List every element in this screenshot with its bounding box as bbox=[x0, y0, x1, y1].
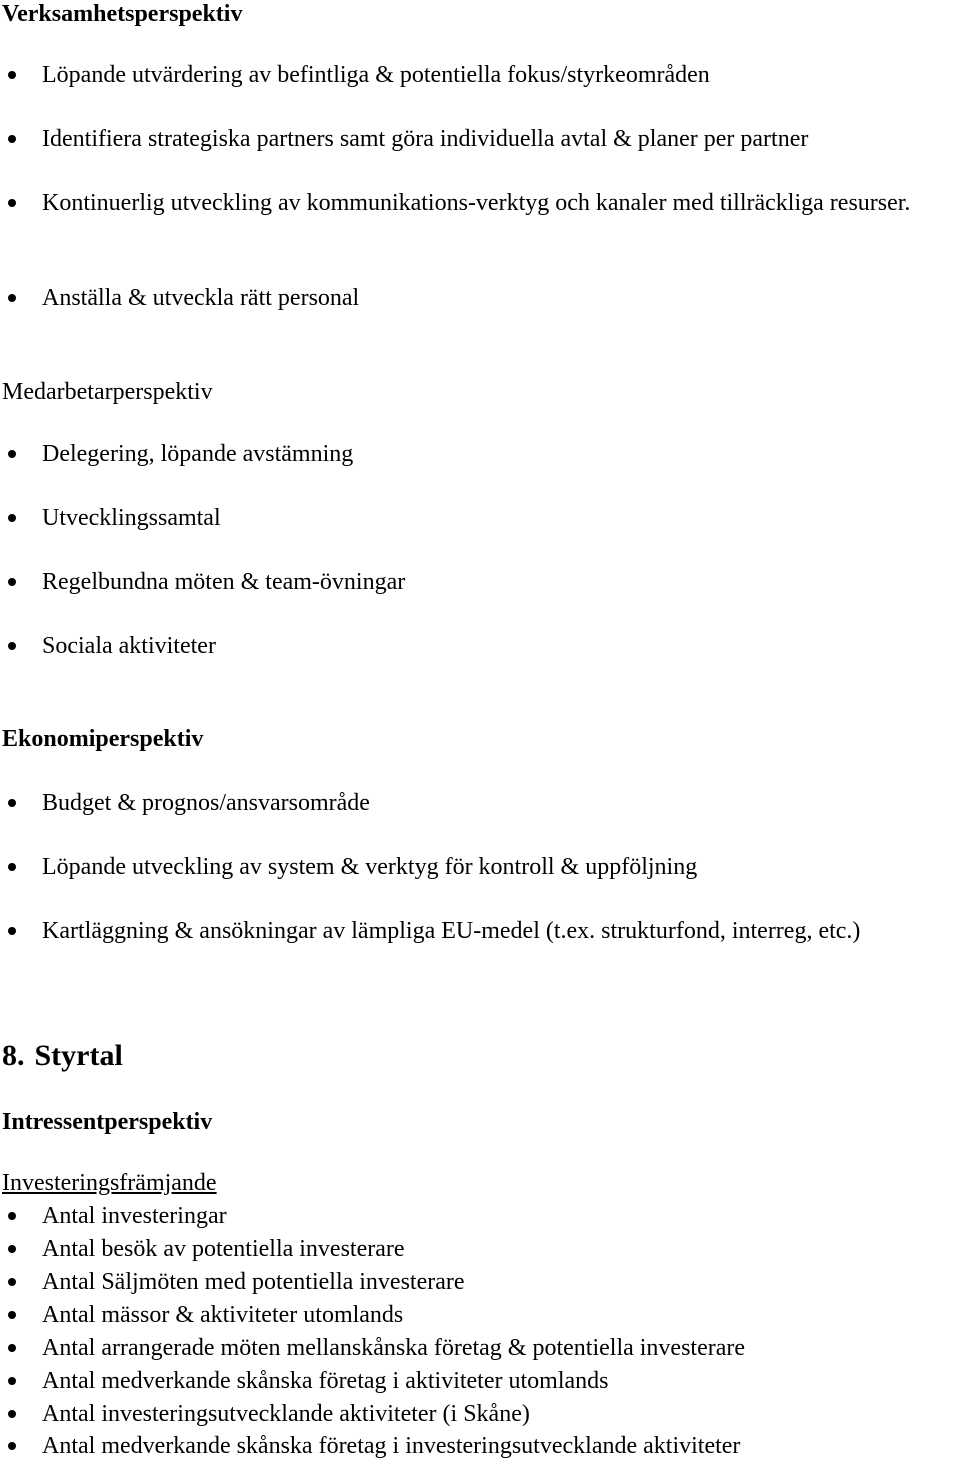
list-item-text: Identifiera strategiska partners samt göra individuella avtal & planer per partner bbox=[42, 126, 809, 152]
bullet-icon bbox=[8, 578, 16, 586]
list-item-text: Antal investeringar bbox=[42, 1203, 227, 1229]
bullet-icon bbox=[8, 1410, 16, 1418]
bullet-icon bbox=[8, 927, 16, 935]
section-title-text: Styrtal bbox=[34, 1039, 123, 1072]
bullet-icon bbox=[8, 1212, 16, 1220]
bullet-icon bbox=[8, 799, 16, 807]
list-item-text: Antal arrangerade möten mellanskånska företag & potentiella investerare bbox=[42, 1335, 746, 1361]
list-item-text: Delegering, löpande avstämning bbox=[42, 441, 354, 467]
list-item-text: Löpande utveckling av system & verktyg för kontroll & uppföljning bbox=[42, 854, 698, 880]
list-item-text: Kontinuerlig utveckling av kommunikations-verktyg och kanaler med tillräckliga resurser. bbox=[42, 190, 911, 216]
list-item-text: Antal investeringsutvecklande aktiviteter (i Skåne) bbox=[42, 1401, 530, 1427]
bullet-icon bbox=[8, 135, 16, 143]
list-item-text: Antal Säljmöten med potentiella investerare bbox=[42, 1269, 465, 1295]
list-item-text: Antal mässor & aktiviteter utomlands bbox=[42, 1302, 404, 1328]
bullet-icon bbox=[8, 199, 16, 207]
bullet-icon bbox=[8, 1377, 16, 1385]
list-item-text: Kartläggning & ansökningar av lämpliga EU-medel (t.ex. strukturfond, interreg, etc.) bbox=[42, 918, 861, 944]
list-item-text: Anställa & utveckla rätt personal bbox=[42, 285, 360, 311]
list-item-text: Antal besök av potentiella investerare bbox=[42, 1236, 405, 1262]
list-item-text: Utvecklingssamtal bbox=[42, 505, 221, 531]
list-item-text: Antal medverkande skånska företag i aktiviteter utomlands bbox=[42, 1368, 609, 1394]
heading-verksamhetsperspektiv: Verksamhetsperspektiv bbox=[2, 1, 243, 27]
bullet-icon bbox=[8, 642, 16, 650]
bullet-icon bbox=[8, 863, 16, 871]
bullet-icon bbox=[8, 1344, 16, 1352]
list-item-text: Sociala aktiviteter bbox=[42, 633, 216, 659]
bullet-icon bbox=[8, 71, 16, 79]
section-number: 8. bbox=[2, 1039, 25, 1072]
bullet-icon bbox=[8, 1278, 16, 1286]
list-item-text: Löpande utvärdering av befintliga & potentiella fokus/styrkeområden bbox=[42, 62, 710, 88]
bullet-icon bbox=[8, 294, 16, 302]
bullet-icon bbox=[8, 450, 16, 458]
list-item-text: Regelbundna möten & team-övningar bbox=[42, 569, 406, 595]
section-title-styrtal bbox=[2, 1039, 123, 1073]
list-item-text: Antal medverkande skånska företag i investeringsutvecklande aktiviteter bbox=[42, 1433, 741, 1459]
bullet-icon bbox=[8, 1311, 16, 1319]
list-item-text: Budget & prognos/ansvarsområde bbox=[42, 790, 370, 816]
heading-intressentperspektiv: Intressentperspektiv bbox=[2, 1109, 213, 1135]
heading-ekonomiperspektiv: Ekonomiperspektiv bbox=[2, 726, 204, 752]
subheading-investeringsframjande: Investeringsfrämjande bbox=[2, 1170, 217, 1196]
heading-medarbetarperspektiv: Medarbetarperspektiv bbox=[2, 379, 213, 405]
bullet-icon bbox=[8, 1245, 16, 1253]
bullet-icon bbox=[8, 1442, 16, 1450]
bullet-icon bbox=[8, 514, 16, 522]
